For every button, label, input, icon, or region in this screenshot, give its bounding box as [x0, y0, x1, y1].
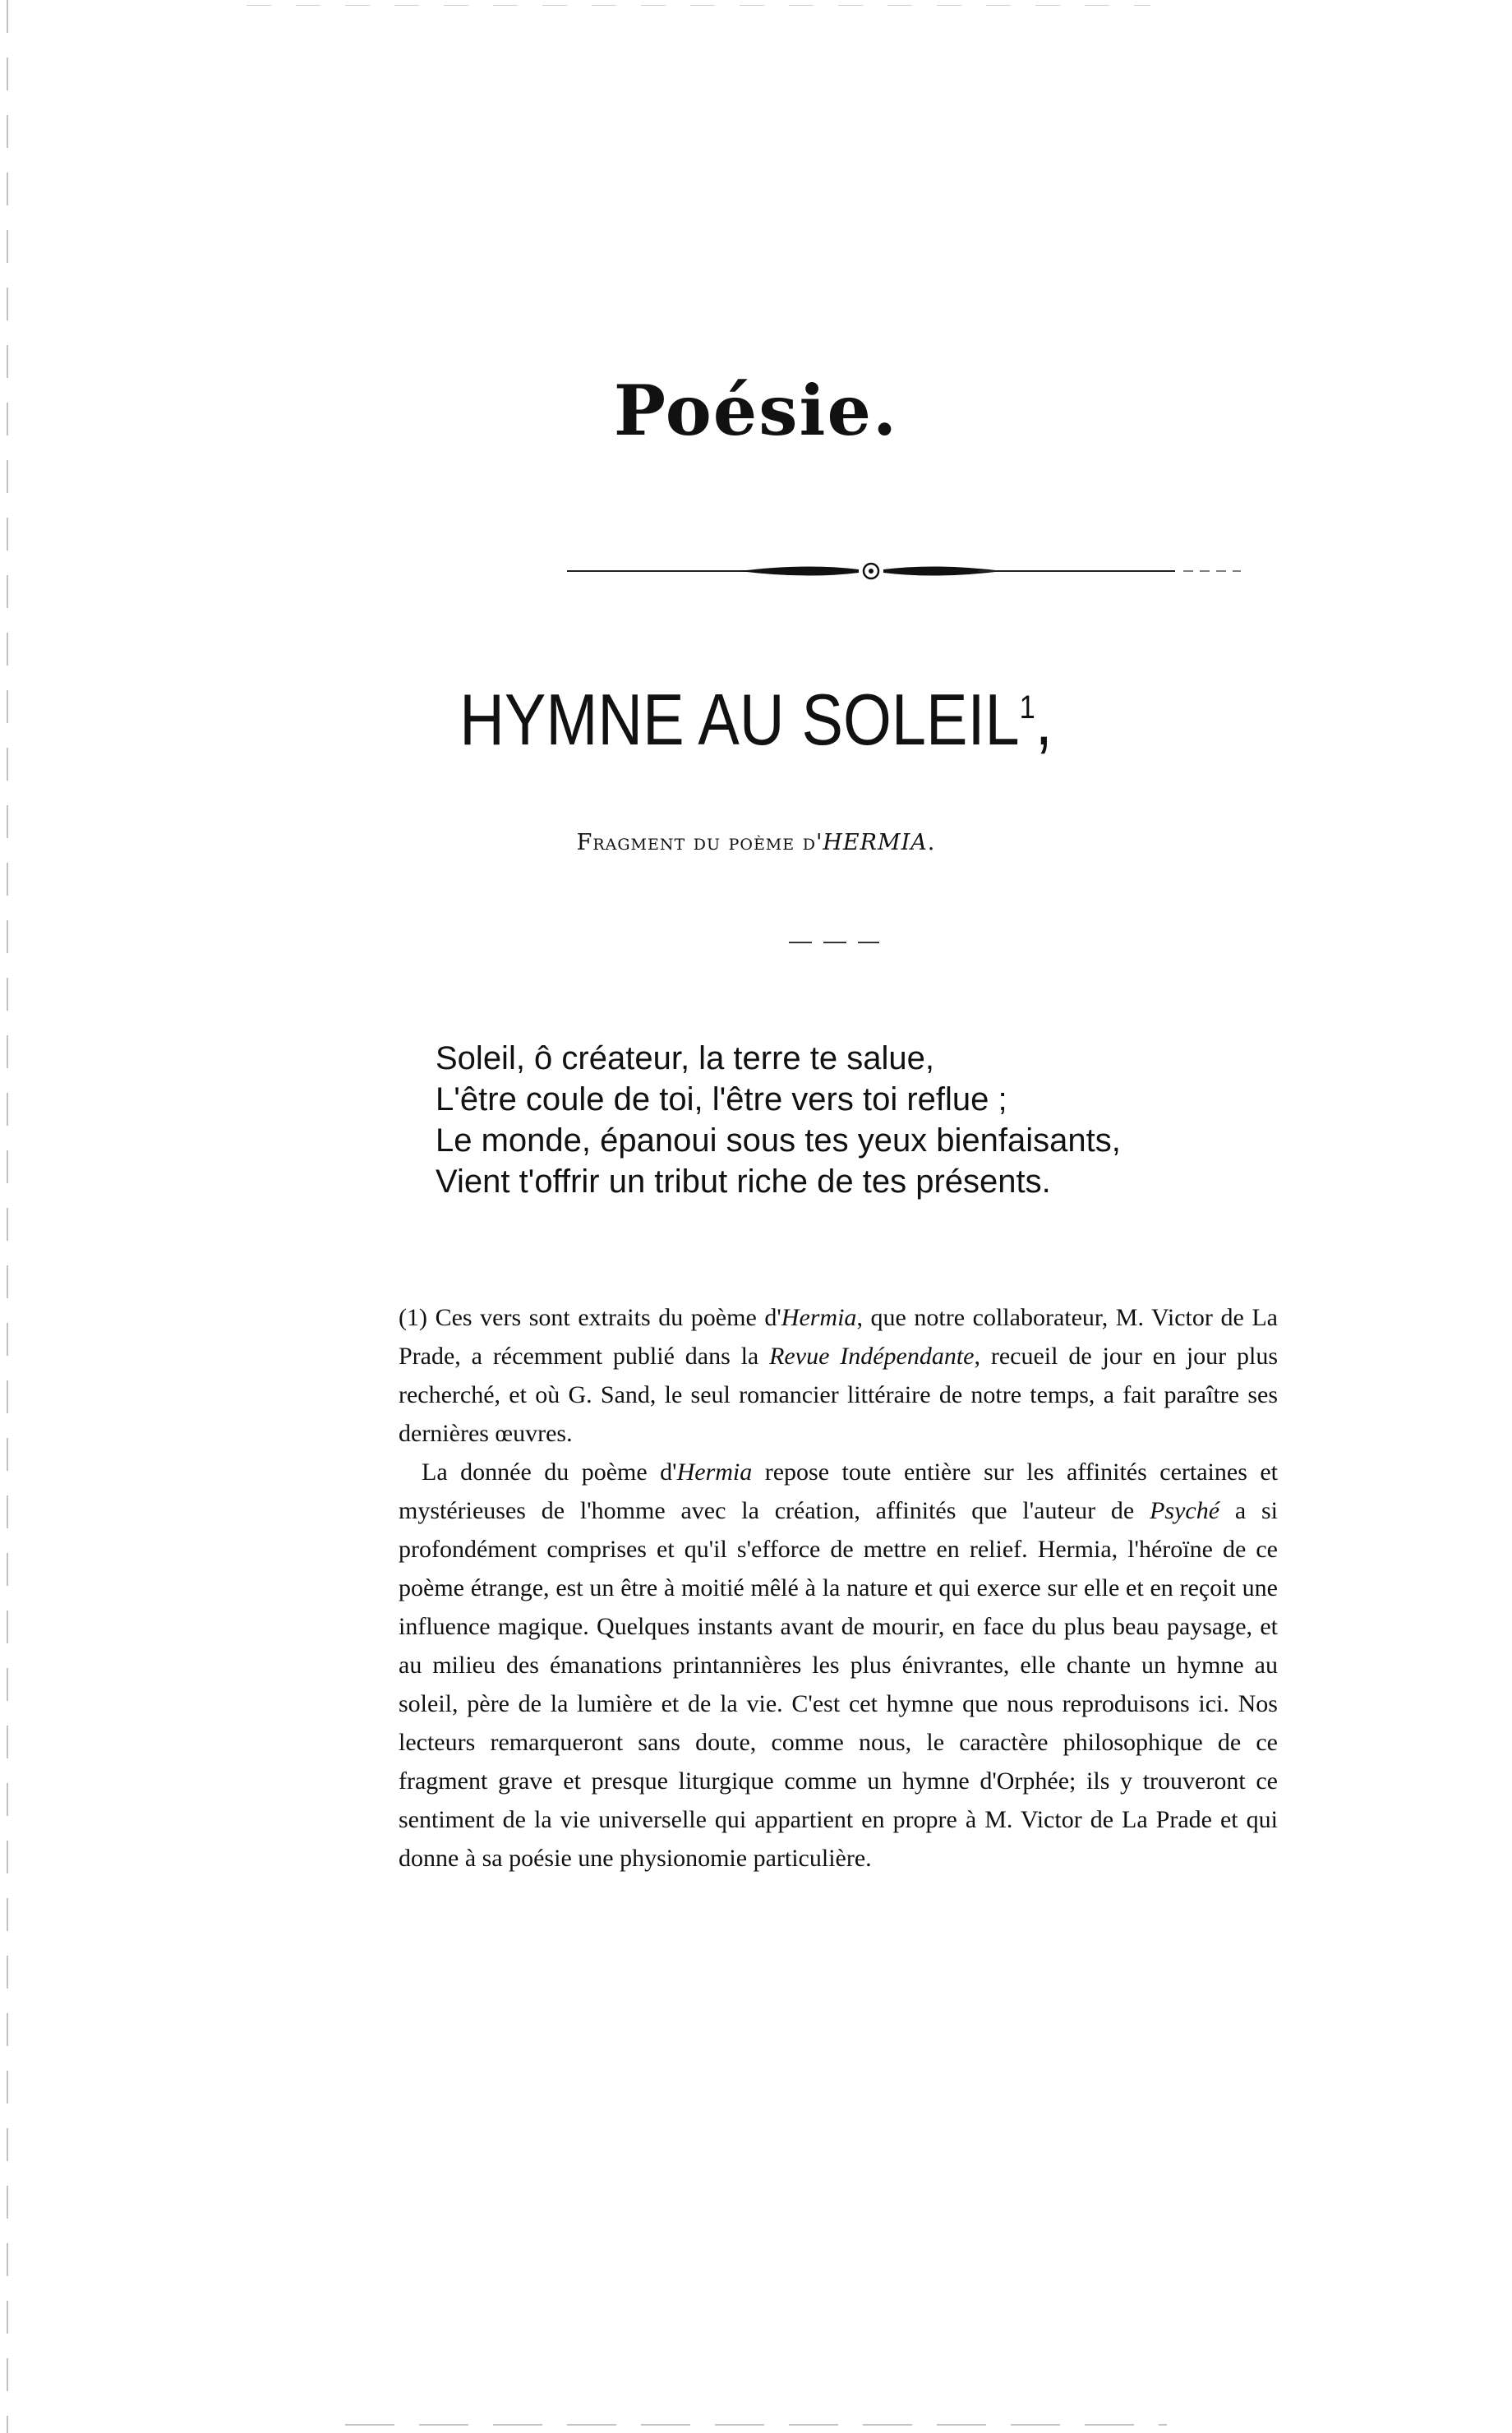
- commentary-text: repose toute entière sur les affinités certaines et mystérieuses de l'homme avec la création, affinités que l'auteur de: [399, 1458, 1278, 1524]
- poem-stanza: [436, 1038, 1257, 1202]
- commentary-italic: Hermia: [676, 1458, 753, 1486]
- scan-left-edge: [7, 0, 8, 2433]
- poem-title: [106, 678, 1406, 762]
- footnote-italic: Revue Indépendante: [769, 1343, 975, 1370]
- poem-title-text: HYMNE AU SOLEIL: [459, 679, 1020, 760]
- footnote-text: (1) Ces vers sont extraits du poème d': [399, 1304, 781, 1331]
- dash-separator: [789, 942, 879, 943]
- scan-bottom-edge: [345, 2424, 1167, 2426]
- poem-title-punctuation: ,: [1035, 679, 1053, 760]
- commentary-text: a si profondément comprises et qu'il s'efforce de mettre en relief. Hermia, l'héroïne de ce poème étrange, est un être à moitié mêlé à la nature et qui exerce sur elle et en reçoit une influence magique. Quelques instants avant de mourir, en face du plus beau paysage, et au milieu des émanations printannières les plus énivrantes, elle chante un hymne au soleil, père de la lumière et de la vie. C'est cet hymne que nous reproduisons ici. Nos lecteurs remarqueront sans doute, comme nous, le caractère philosophique de ce fragment grave et presque liturgique comme un hymne d'Orphée; ils y trouveront ce sentiment de la vie universelle qui appartient en propre à M. Victor de La Prade et qui donne à sa poésie une physionomie particulière.: [399, 1497, 1278, 1872]
- commentary-paragraph: [399, 1453, 1278, 1878]
- footnote-block: [399, 1298, 1278, 1878]
- subtitle-suffix: .: [927, 830, 936, 855]
- poem-line: L'être coule de toi, l'être vers toi reflue ;: [436, 1081, 1007, 1117]
- poem-line: Le monde, épanoui sous tes yeux bienfaisants,: [436, 1122, 1121, 1159]
- footnote-paragraph: [399, 1298, 1278, 1453]
- poem-line: Soleil, ô créateur, la terre te salue,: [436, 1040, 934, 1076]
- subtitle-work: HERMIA: [823, 830, 928, 855]
- footnote-italic: Hermia: [781, 1304, 857, 1331]
- commentary-italic: Psyché: [1150, 1497, 1220, 1524]
- footnote-text: , recueil de jour en jour plus recherché, et où G. Sand, le seul romancier littéraire de notre temps, a fait paraître ses dernières œuvres.: [399, 1343, 1279, 1447]
- subtitle-prefix: Fragment du poème d': [576, 830, 823, 855]
- scan-top-edge: [247, 5, 1150, 6]
- poem-subtitle: [0, 830, 1512, 855]
- ornamental-divider: [534, 555, 1274, 588]
- section-title: Poésie.: [613, 370, 899, 451]
- poem-line: Vient t'offrir un tribut riche de tes présents.: [436, 1164, 1051, 1200]
- footnote-marker: 1: [1019, 689, 1035, 726]
- commentary-text: La donnée du poème d': [422, 1458, 677, 1486]
- footnote-text: , que notre collaborateur, M. Victor de La Prade, a récemment publié dans la: [399, 1304, 1278, 1370]
